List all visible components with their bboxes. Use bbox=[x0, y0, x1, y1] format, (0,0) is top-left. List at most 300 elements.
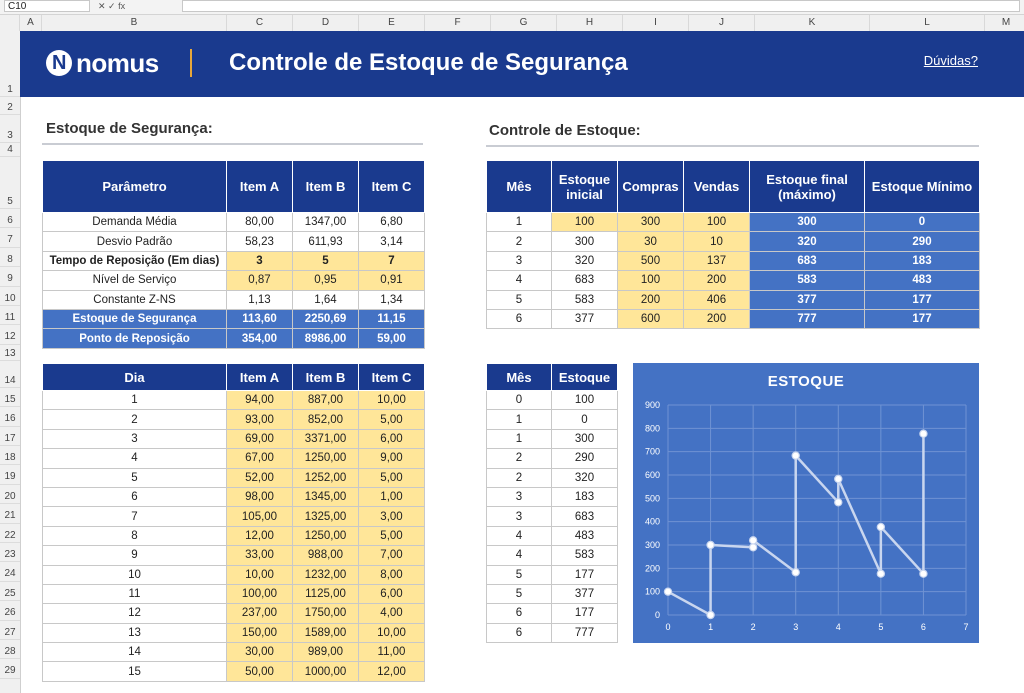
parameter-label[interactable]: Nível de Serviço bbox=[43, 271, 227, 290]
table-row bbox=[43, 487, 425, 506]
table-row bbox=[487, 213, 980, 232]
month-cell[interactable]: 5 bbox=[487, 565, 552, 584]
parameter-value[interactable]: 354,00 bbox=[227, 329, 293, 348]
final-stock-cell[interactable]: 583 bbox=[750, 271, 865, 290]
column-header-e[interactable]: E bbox=[359, 15, 425, 31]
x-tick-label: 1 bbox=[708, 622, 714, 632]
parameter-value[interactable]: 11,15 bbox=[359, 309, 425, 328]
safety-title-underline bbox=[42, 143, 423, 145]
row-header-28[interactable]: 28 bbox=[0, 640, 20, 659]
table-row bbox=[487, 251, 980, 270]
column-headers bbox=[0, 15, 1024, 32]
initial-stock-cell[interactable]: 377 bbox=[552, 309, 618, 328]
month-cell[interactable]: 4 bbox=[487, 271, 552, 290]
day-cell[interactable]: 5 bbox=[43, 468, 227, 487]
table-row bbox=[43, 623, 425, 642]
parameter-label[interactable]: Ponto de Reposição bbox=[43, 329, 227, 348]
safety-stock-table bbox=[42, 160, 425, 349]
demand-cell[interactable]: 52,00 bbox=[227, 468, 293, 487]
daily-demand-table bbox=[42, 363, 425, 682]
table-row bbox=[487, 507, 618, 526]
table-row bbox=[487, 604, 618, 623]
row-header-27[interactable]: 27 bbox=[0, 621, 20, 640]
min-stock-cell[interactable]: 290 bbox=[865, 232, 980, 251]
x-tick-label: 7 bbox=[963, 622, 969, 632]
demand-cell[interactable]: 1325,00 bbox=[293, 507, 359, 526]
row-header-24[interactable]: 24 bbox=[0, 562, 20, 581]
demand-cell[interactable]: 150,00 bbox=[227, 623, 293, 642]
demand-cell[interactable]: 98,00 bbox=[227, 487, 293, 506]
demand-cell[interactable]: 3371,00 bbox=[293, 429, 359, 448]
month-cell[interactable]: 0 bbox=[487, 391, 552, 410]
parameter-value[interactable]: 1,64 bbox=[293, 290, 359, 309]
y-tick-label: 200 bbox=[644, 563, 660, 574]
parameter-value[interactable]: 1,34 bbox=[359, 290, 425, 309]
month-cell[interactable]: 2 bbox=[487, 449, 552, 468]
table-row bbox=[43, 662, 425, 681]
column-header-g[interactable]: G bbox=[491, 15, 557, 31]
row-header-4[interactable]: 4 bbox=[0, 143, 20, 157]
month-cell[interactable]: 5 bbox=[487, 290, 552, 309]
header-dia[interactable]: Dia bbox=[43, 364, 227, 391]
header-banner bbox=[20, 31, 1024, 97]
stock-cell[interactable]: 290 bbox=[552, 449, 618, 468]
month-cell[interactable]: 4 bbox=[487, 526, 552, 545]
x-tick-label: 0 bbox=[665, 622, 671, 632]
row-header-20[interactable]: 20 bbox=[0, 485, 20, 504]
demand-cell[interactable]: 6,00 bbox=[359, 429, 425, 448]
data-point bbox=[707, 611, 714, 618]
demand-cell[interactable]: 8,00 bbox=[359, 565, 425, 584]
parameter-label[interactable]: Constante Z-NS bbox=[43, 290, 227, 309]
initial-stock-cell[interactable]: 320 bbox=[552, 251, 618, 270]
control-title-underline bbox=[486, 145, 979, 147]
header-estoque-final[interactable]: Estoque final (máximo) bbox=[750, 161, 865, 213]
table-row bbox=[487, 410, 618, 429]
x-tick-label: 4 bbox=[835, 622, 841, 632]
header-estoque-inicial[interactable]: Estoque inicial bbox=[552, 161, 618, 213]
sales-cell[interactable]: 406 bbox=[684, 290, 750, 309]
row-header-18[interactable]: 18 bbox=[0, 446, 20, 465]
name-box[interactable]: C10 bbox=[4, 0, 90, 12]
row-header-6[interactable]: 6 bbox=[0, 209, 20, 228]
safety-stock-title: Estoque de Segurança: bbox=[46, 120, 213, 137]
header-item-c[interactable]: Item C bbox=[359, 364, 425, 391]
parameter-value[interactable]: 5 bbox=[293, 251, 359, 270]
data-point bbox=[707, 541, 714, 548]
y-tick-label: 900 bbox=[644, 400, 660, 410]
demand-cell[interactable]: 67,00 bbox=[227, 449, 293, 468]
parameter-value[interactable]: 8986,00 bbox=[293, 329, 359, 348]
day-cell[interactable]: 6 bbox=[43, 487, 227, 506]
stock-cell[interactable]: 100 bbox=[552, 391, 618, 410]
formula-input[interactable] bbox=[182, 0, 1020, 12]
table-row bbox=[43, 468, 425, 487]
column-header-j[interactable]: J bbox=[689, 15, 755, 31]
data-point bbox=[750, 544, 757, 551]
demand-cell[interactable]: 989,00 bbox=[293, 643, 359, 662]
final-stock-cell[interactable]: 777 bbox=[750, 309, 865, 328]
data-point bbox=[750, 537, 757, 544]
table-row bbox=[487, 290, 980, 309]
demand-cell[interactable]: 10,00 bbox=[359, 391, 425, 410]
row-header-2[interactable]: 2 bbox=[0, 97, 20, 115]
table-row bbox=[43, 290, 425, 309]
y-tick-label: 800 bbox=[644, 423, 660, 434]
day-cell[interactable]: 8 bbox=[43, 526, 227, 545]
parameter-value[interactable]: 2250,69 bbox=[293, 309, 359, 328]
demand-cell[interactable]: 12,00 bbox=[359, 662, 425, 681]
sales-cell[interactable]: 200 bbox=[684, 271, 750, 290]
row-header-17[interactable]: 17 bbox=[0, 427, 20, 446]
parameter-label[interactable]: Demanda Média bbox=[43, 213, 227, 232]
row-header-21[interactable]: 21 bbox=[0, 504, 20, 523]
month-cell[interactable]: 3 bbox=[487, 251, 552, 270]
demand-cell[interactable]: 1250,00 bbox=[293, 449, 359, 468]
table-row bbox=[487, 271, 980, 290]
parameter-value[interactable]: 1,13 bbox=[227, 290, 293, 309]
table-row bbox=[43, 604, 425, 623]
row-header-29[interactable]: 29 bbox=[0, 659, 20, 678]
day-cell[interactable]: 10 bbox=[43, 565, 227, 584]
parameter-value[interactable]: 0,95 bbox=[293, 271, 359, 290]
demand-cell[interactable]: 3,00 bbox=[359, 507, 425, 526]
demand-cell[interactable]: 12,00 bbox=[227, 526, 293, 545]
demand-cell[interactable]: 1750,00 bbox=[293, 604, 359, 623]
table-row bbox=[487, 487, 618, 506]
purchases-cell[interactable]: 500 bbox=[618, 251, 684, 270]
table-row bbox=[43, 449, 425, 468]
sales-cell[interactable]: 10 bbox=[684, 232, 750, 251]
stock-cell[interactable]: 177 bbox=[552, 604, 618, 623]
row-header-10[interactable]: 10 bbox=[0, 287, 20, 306]
data-point bbox=[920, 570, 927, 577]
table-row bbox=[43, 329, 425, 348]
table-row bbox=[487, 526, 618, 545]
table-row bbox=[43, 565, 425, 584]
month-cell[interactable]: 4 bbox=[487, 546, 552, 565]
parameter-value[interactable]: 0,91 bbox=[359, 271, 425, 290]
parameter-label[interactable]: Tempo de Reposição (Em dias) bbox=[43, 251, 227, 270]
day-cell[interactable]: 15 bbox=[43, 662, 227, 681]
column-header-i[interactable]: I bbox=[623, 15, 689, 31]
x-tick-label: 6 bbox=[920, 622, 926, 632]
stock-cell[interactable]: 483 bbox=[552, 526, 618, 545]
row-header-3[interactable]: 3 bbox=[0, 115, 20, 143]
data-point bbox=[835, 499, 842, 506]
stock-series-table bbox=[486, 363, 618, 643]
help-link[interactable]: Dúvidas? bbox=[923, 53, 978, 68]
month-cell[interactable]: 6 bbox=[487, 604, 552, 623]
y-tick-label: 0 bbox=[654, 610, 660, 620]
table-row bbox=[487, 429, 618, 448]
final-stock-cell[interactable]: 377 bbox=[750, 290, 865, 309]
demand-cell[interactable]: 1000,00 bbox=[293, 662, 359, 681]
month-cell[interactable]: 1 bbox=[487, 410, 552, 429]
row-header-15[interactable]: 15 bbox=[0, 388, 20, 407]
demand-cell[interactable]: 852,00 bbox=[293, 410, 359, 429]
header-vendas[interactable]: Vendas bbox=[684, 161, 750, 213]
demand-cell[interactable]: 5,00 bbox=[359, 468, 425, 487]
row-header-8[interactable]: 8 bbox=[0, 248, 20, 267]
parameter-value[interactable]: 58,23 bbox=[227, 232, 293, 251]
header-item-a[interactable]: Item A bbox=[227, 364, 293, 391]
row-header-7[interactable]: 7 bbox=[0, 228, 20, 247]
row-header-9[interactable]: 9 bbox=[0, 267, 20, 286]
parameter-label[interactable]: Desvio Padrão bbox=[43, 232, 227, 251]
table-row bbox=[487, 468, 618, 487]
min-stock-cell[interactable]: 183 bbox=[865, 251, 980, 270]
column-header-l[interactable]: L bbox=[870, 15, 985, 31]
demand-cell[interactable]: 5,00 bbox=[359, 526, 425, 545]
column-header-c[interactable]: C bbox=[227, 15, 293, 31]
header-parametro[interactable]: Parâmetro bbox=[43, 161, 227, 213]
month-cell[interactable]: 3 bbox=[487, 487, 552, 506]
parameter-value[interactable]: 113,60 bbox=[227, 309, 293, 328]
demand-cell[interactable]: 7,00 bbox=[359, 546, 425, 565]
table-row bbox=[487, 309, 980, 328]
day-cell[interactable]: 13 bbox=[43, 623, 227, 642]
parameter-value[interactable]: 1347,00 bbox=[293, 213, 359, 232]
sales-cell[interactable]: 100 bbox=[684, 213, 750, 232]
stock-control-table bbox=[486, 160, 980, 329]
day-cell[interactable]: 4 bbox=[43, 449, 227, 468]
chart-title: ESTOQUE bbox=[767, 373, 845, 390]
x-tick-label: 5 bbox=[878, 622, 884, 632]
table-row bbox=[43, 271, 425, 290]
demand-cell[interactable]: 100,00 bbox=[227, 584, 293, 603]
month-cell[interactable]: 5 bbox=[487, 584, 552, 603]
row-header-19[interactable]: 19 bbox=[0, 465, 20, 484]
day-cell[interactable]: 1 bbox=[43, 391, 227, 410]
table-row bbox=[43, 391, 425, 410]
logo-text: nomus bbox=[76, 47, 159, 78]
table-row bbox=[487, 584, 618, 603]
day-cell[interactable]: 3 bbox=[43, 429, 227, 448]
demand-cell[interactable]: 1589,00 bbox=[293, 623, 359, 642]
month-cell[interactable]: 6 bbox=[487, 623, 552, 642]
purchases-cell[interactable]: 600 bbox=[618, 309, 684, 328]
data-point bbox=[664, 588, 671, 595]
fx-icon[interactable]: ✕ ✓ fx bbox=[98, 1, 126, 11]
y-tick-label: 500 bbox=[644, 493, 660, 504]
demand-cell[interactable]: 9,00 bbox=[359, 449, 425, 468]
stock-control-title: Controle de Estoque: bbox=[489, 122, 641, 139]
table-row bbox=[43, 251, 425, 270]
purchases-cell[interactable]: 100 bbox=[618, 271, 684, 290]
day-cell[interactable]: 14 bbox=[43, 643, 227, 662]
data-point bbox=[877, 523, 884, 530]
parameter-value[interactable]: 3 bbox=[227, 251, 293, 270]
row-header-22[interactable]: 22 bbox=[0, 524, 20, 543]
stock-cell[interactable]: 300 bbox=[552, 429, 618, 448]
table-row bbox=[487, 449, 618, 468]
parameter-value[interactable]: 80,00 bbox=[227, 213, 293, 232]
header-mes[interactable]: Mês bbox=[487, 161, 552, 213]
header-estoque-minimo[interactable]: Estoque Mínimo bbox=[865, 161, 980, 213]
demand-cell[interactable]: 10,00 bbox=[359, 623, 425, 642]
row-header-14[interactable]: 14 bbox=[0, 361, 20, 388]
row-header-1[interactable]: 1 bbox=[0, 31, 20, 97]
initial-stock-cell[interactable]: 100 bbox=[552, 213, 618, 232]
column-header-k[interactable]: K bbox=[755, 15, 870, 31]
demand-cell[interactable]: 5,00 bbox=[359, 410, 425, 429]
table-row bbox=[43, 213, 425, 232]
demand-cell[interactable]: 30,00 bbox=[227, 643, 293, 662]
row-header-5[interactable]: 5 bbox=[0, 157, 20, 209]
header-estoque[interactable]: Estoque bbox=[552, 364, 618, 391]
parameter-value[interactable]: 3,14 bbox=[359, 232, 425, 251]
month-cell[interactable]: 2 bbox=[487, 468, 552, 487]
stock-cell[interactable]: 183 bbox=[552, 487, 618, 506]
column-header-b[interactable]: B bbox=[42, 15, 227, 31]
demand-cell[interactable]: 6,00 bbox=[359, 584, 425, 603]
min-stock-cell[interactable]: 0 bbox=[865, 213, 980, 232]
final-stock-cell[interactable]: 683 bbox=[750, 251, 865, 270]
min-stock-cell[interactable]: 483 bbox=[865, 271, 980, 290]
stock-cell[interactable]: 177 bbox=[552, 565, 618, 584]
day-cell[interactable]: 9 bbox=[43, 546, 227, 565]
column-header-h[interactable]: H bbox=[557, 15, 623, 31]
table-row bbox=[43, 643, 425, 662]
demand-cell[interactable]: 1250,00 bbox=[293, 526, 359, 545]
header-item-c[interactable]: Item C bbox=[359, 161, 425, 213]
data-point bbox=[835, 475, 842, 482]
demand-cell[interactable]: 69,00 bbox=[227, 429, 293, 448]
nomus-logo bbox=[46, 47, 159, 79]
stock-cell[interactable]: 777 bbox=[552, 623, 618, 642]
x-tick-label: 2 bbox=[750, 622, 756, 632]
initial-stock-cell[interactable]: 300 bbox=[552, 232, 618, 251]
purchases-cell[interactable]: 300 bbox=[618, 213, 684, 232]
table-row bbox=[43, 526, 425, 545]
parameter-value[interactable]: 59,00 bbox=[359, 329, 425, 348]
row-header-26[interactable]: 26 bbox=[0, 601, 20, 620]
table-row bbox=[487, 546, 618, 565]
purchases-cell[interactable]: 30 bbox=[618, 232, 684, 251]
demand-cell[interactable]: 887,00 bbox=[293, 391, 359, 410]
parameter-label[interactable]: Estoque de Segurança bbox=[43, 309, 227, 328]
month-cell[interactable]: 1 bbox=[487, 213, 552, 232]
row-header-23[interactable]: 23 bbox=[0, 543, 20, 562]
y-tick-label: 400 bbox=[644, 516, 660, 527]
table-row bbox=[487, 232, 980, 251]
header-mes[interactable]: Mês bbox=[487, 364, 552, 391]
parameter-value[interactable]: 7 bbox=[359, 251, 425, 270]
demand-cell[interactable]: 10,00 bbox=[227, 565, 293, 584]
stock-cell[interactable]: 377 bbox=[552, 584, 618, 603]
month-cell[interactable]: 2 bbox=[487, 232, 552, 251]
final-stock-cell[interactable]: 320 bbox=[750, 232, 865, 251]
table-row bbox=[43, 309, 425, 328]
table-row bbox=[43, 507, 425, 526]
demand-cell[interactable]: 50,00 bbox=[227, 662, 293, 681]
column-header-m[interactable]: M bbox=[985, 15, 1024, 31]
row-header-13[interactable]: 13 bbox=[0, 345, 20, 361]
parameter-value[interactable]: 0,87 bbox=[227, 271, 293, 290]
stock-cell[interactable]: 583 bbox=[552, 546, 618, 565]
month-cell[interactable]: 1 bbox=[487, 429, 552, 448]
demand-cell[interactable]: 94,00 bbox=[227, 391, 293, 410]
table-row bbox=[487, 565, 618, 584]
demand-cell[interactable]: 11,00 bbox=[359, 643, 425, 662]
data-point bbox=[792, 452, 799, 459]
demand-cell[interactable]: 988,00 bbox=[293, 546, 359, 565]
y-tick-label: 300 bbox=[644, 540, 660, 550]
row-header-25[interactable]: 25 bbox=[0, 582, 20, 601]
header-item-b[interactable]: Item B bbox=[293, 364, 359, 391]
parameter-value[interactable]: 611,93 bbox=[293, 232, 359, 251]
row-header-12[interactable]: 12 bbox=[0, 325, 20, 344]
demand-cell[interactable]: 33,00 bbox=[227, 546, 293, 565]
day-cell[interactable]: 7 bbox=[43, 507, 227, 526]
table-row bbox=[43, 410, 425, 429]
stock-cell[interactable]: 683 bbox=[552, 507, 618, 526]
stock-cell[interactable]: 320 bbox=[552, 468, 618, 487]
column-header-a[interactable]: A bbox=[20, 15, 42, 31]
stock-chart[interactable] bbox=[633, 363, 979, 643]
column-header-f[interactable]: F bbox=[425, 15, 491, 31]
demand-cell[interactable]: 105,00 bbox=[227, 507, 293, 526]
header-item-b[interactable]: Item B bbox=[293, 161, 359, 213]
y-tick-label: 700 bbox=[644, 446, 660, 457]
page-title: Controle de Estoque de Segurança bbox=[229, 49, 628, 76]
select-all-corner[interactable] bbox=[0, 15, 20, 31]
demand-cell[interactable]: 237,00 bbox=[227, 604, 293, 623]
header-compras[interactable]: Compras bbox=[618, 161, 684, 213]
table-row bbox=[43, 546, 425, 565]
purchases-cell[interactable]: 200 bbox=[618, 290, 684, 309]
table-row bbox=[43, 584, 425, 603]
initial-stock-cell[interactable]: 583 bbox=[552, 290, 618, 309]
data-point bbox=[792, 569, 799, 576]
demand-cell[interactable]: 1252,00 bbox=[293, 468, 359, 487]
formula-bar bbox=[0, 0, 1024, 15]
table-row bbox=[487, 391, 618, 410]
demand-cell[interactable]: 93,00 bbox=[227, 410, 293, 429]
month-cell[interactable]: 6 bbox=[487, 309, 552, 328]
day-cell[interactable]: 2 bbox=[43, 410, 227, 429]
stock-cell[interactable]: 0 bbox=[552, 410, 618, 429]
initial-stock-cell[interactable]: 683 bbox=[552, 271, 618, 290]
data-point bbox=[877, 570, 884, 577]
final-stock-cell[interactable]: 300 bbox=[750, 213, 865, 232]
sales-cell[interactable]: 200 bbox=[684, 309, 750, 328]
y-tick-label: 100 bbox=[644, 586, 660, 597]
table-row bbox=[43, 429, 425, 448]
column-header-d[interactable]: D bbox=[293, 15, 359, 31]
demand-cell[interactable]: 1,00 bbox=[359, 487, 425, 506]
day-cell[interactable]: 12 bbox=[43, 604, 227, 623]
min-stock-cell[interactable]: 177 bbox=[865, 309, 980, 328]
min-stock-cell[interactable]: 177 bbox=[865, 290, 980, 309]
logo-mark-icon: N bbox=[46, 50, 72, 76]
demand-cell[interactable]: 1345,00 bbox=[293, 487, 359, 506]
sales-cell[interactable]: 137 bbox=[684, 251, 750, 270]
header-item-a[interactable]: Item A bbox=[227, 161, 293, 213]
month-cell[interactable]: 3 bbox=[487, 507, 552, 526]
demand-cell[interactable]: 4,00 bbox=[359, 604, 425, 623]
x-tick-label: 3 bbox=[793, 622, 799, 632]
row-header-11[interactable]: 11 bbox=[0, 306, 20, 325]
y-tick-label: 600 bbox=[644, 470, 660, 480]
demand-cell[interactable]: 1232,00 bbox=[293, 565, 359, 584]
parameter-value[interactable]: 6,80 bbox=[359, 213, 425, 232]
demand-cell[interactable]: 1125,00 bbox=[293, 584, 359, 603]
data-point bbox=[920, 430, 927, 437]
row-header-16[interactable]: 16 bbox=[0, 407, 20, 426]
day-cell[interactable]: 11 bbox=[43, 584, 227, 603]
